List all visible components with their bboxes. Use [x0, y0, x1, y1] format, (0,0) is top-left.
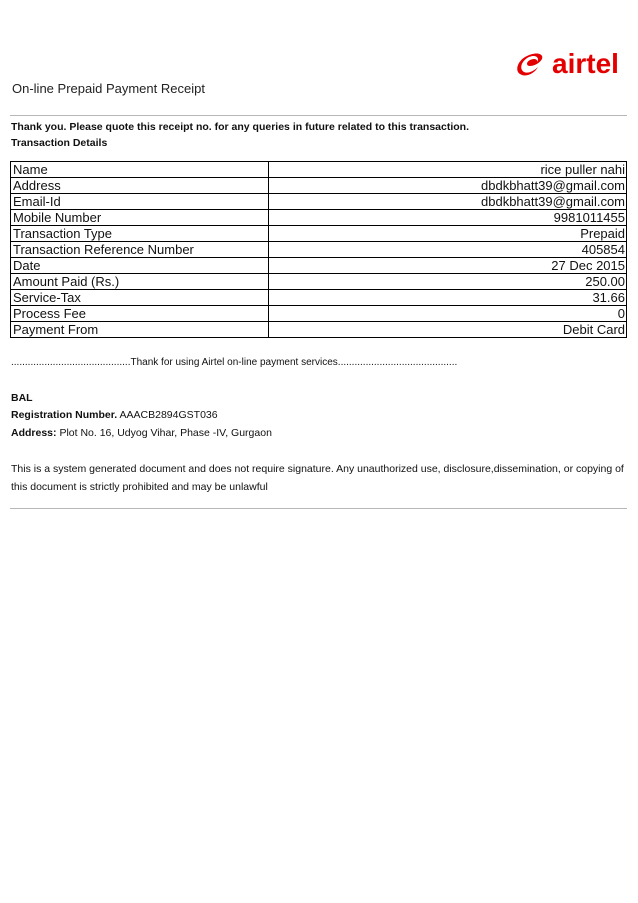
row-value: 250.00 [269, 274, 627, 290]
table-row [11, 194, 627, 210]
airtel-logo [514, 44, 629, 80]
row-label: Transaction Type [11, 226, 269, 242]
row-value: 405854 [269, 242, 627, 258]
table-row [11, 306, 627, 322]
row-value: Prepaid [269, 226, 627, 242]
page-title: On-line Prepaid Payment Receipt [12, 81, 205, 96]
thank-you-line: ...........................................Thank for using Airtel on-line payment services........................................... [11, 357, 458, 368]
row-label: Address [11, 178, 269, 194]
row-label: Process Fee [11, 306, 269, 322]
row-label: Date [11, 258, 269, 274]
address-value: Plot No. 16, Udyog Vihar, Phase -IV, Gurgaon [59, 427, 272, 439]
table-row [11, 210, 627, 226]
table-row [11, 290, 627, 306]
row-value: rice puller nahi [269, 162, 627, 178]
table-row [11, 226, 627, 242]
registration-label: Registration Number. [11, 409, 118, 421]
row-value: 31.66 [269, 290, 627, 306]
row-value: 27 Dec 2015 [269, 258, 627, 274]
table-row [11, 162, 627, 178]
row-label: Payment From [11, 322, 269, 338]
row-label: Transaction Reference Number [11, 242, 269, 258]
row-value: 0 [269, 306, 627, 322]
airtel-swirl-icon [517, 53, 542, 75]
disclaimer-text: This is a system generated document and does not require signature. Any unauthorized use, disclosure,dissemination, or copying of this document is strictly prohibited and may be unlawful [11, 463, 624, 493]
row-value: dbdkbhatt39@gmail.com [269, 178, 627, 194]
brand-wordmark: airtel [552, 48, 619, 79]
top-divider [10, 115, 627, 116]
table-row [11, 258, 627, 274]
bottom-divider [10, 508, 627, 509]
table-row [11, 322, 627, 338]
thank-you-notice: Thank you. Please quote this receipt no. for any queries in future related to this transaction. [11, 121, 470, 133]
section-title: Transaction Details [11, 137, 108, 149]
registration-number [11, 409, 218, 421]
row-label: Name [11, 162, 269, 178]
row-label: Email-Id [11, 194, 269, 210]
table-row [11, 178, 627, 194]
table-row [11, 274, 627, 290]
row-value: dbdkbhatt39@gmail.com [269, 194, 627, 210]
row-label: Mobile Number [11, 210, 269, 226]
row-value: Debit Card [269, 322, 627, 338]
address-label: Address: [11, 427, 57, 439]
table-row [11, 242, 627, 258]
transaction-details-table [10, 161, 627, 338]
company-name: BAL [11, 392, 33, 404]
company-address [11, 427, 272, 439]
row-label: Service-Tax [11, 290, 269, 306]
row-value: 9981011455 [269, 210, 627, 226]
row-label: Amount Paid (Rs.) [11, 274, 269, 290]
registration-value: AAACB2894GST036 [119, 409, 218, 421]
